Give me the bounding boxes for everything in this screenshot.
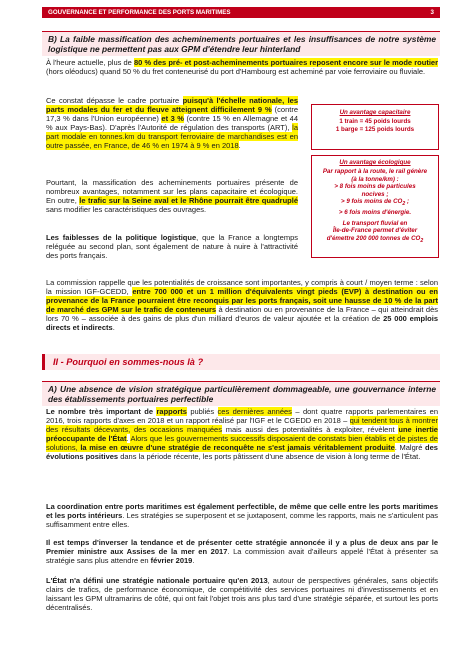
- p1-highlight: 80 % des pré- et post-acheminements portuaires reposent encore sur le mode routier: [133, 58, 438, 67]
- section-b-title: B) La faible massification des acheminements portuaires et les insuffisances de notre système logistique ne permettent pas aux GPM d'étendre leur hinterland: [48, 34, 436, 54]
- p2-text-c: (contre 17,3 % dans l'Union européenne): [46, 105, 298, 124]
- q2-text-b: . Les stratégies se superposent et se juxtaposent, comme les rapports, mais ne s'articulent pas suffisamment entre elles.: [46, 511, 438, 530]
- ecology-line-1: Par rapport à la route, le rail génère: [322, 168, 428, 176]
- p4-text-b: , que la France a longtemps reléguée au second plan, sont également de nature à nuire à l'attractivité des ports français.: [46, 233, 298, 261]
- q1-text-e: – dont quatre rapports parlementaires en 2016, trois rapports d'axes en 2018 et un rapport réalisé par l'IGF et le CGEDD en 2018 –: [46, 407, 438, 426]
- q1-text-i: .: [126, 434, 131, 444]
- q2-bold-a: La coordination entre ports maritimes est également perfectible, de même que celle entre les ports maritimes et les ports intérieurs: [46, 502, 438, 521]
- ecology-co2-sub-2: 2: [420, 238, 424, 245]
- ecology-co2-end: ;: [405, 198, 410, 206]
- p2-highlight-d: et 3 %: [161, 114, 184, 124]
- p2-text-e: (contre 15 % en Allemagne et 44 % aux Pays-Bas). D'après l'Autorité de régulation des transports (ART),: [46, 114, 298, 133]
- q4-text-b: , autour de perspectives générales, sans objectifs clairs de trafics, de performance économique, de compétitivité des services portuaires ni d'investissements et en laissant les GPM ultramarins de côté, qui ont fait l'objet trois ans plus tard d'une stratégie séparée, et surtout les ports décentralisés.: [46, 576, 438, 613]
- ecology-co2-text-2: d'émettre 200 000 tonnes de CO: [326, 234, 421, 242]
- q3-bold-c: février 2019: [150, 556, 193, 566]
- p5-text-e: .: [112, 323, 115, 333]
- p2-text-g: .: [238, 141, 241, 151]
- section-b-box: [42, 31, 440, 56]
- p1-text-c: (hors oléoducs) quand 50 % du fret conteneurisé du port d'Hambourg est acheminé par voie ferroviaire ou fluviale.: [46, 67, 426, 77]
- header-title: GOUVERNANCE ET PERFORMANCE DES PORTS MARITIMES: [48, 9, 231, 16]
- q3-text-d: .: [192, 556, 195, 566]
- ecology-co2-sub: 2: [402, 201, 406, 208]
- q1-text-g: mais aussi des potentialités à exploiter, révèlent: [221, 425, 399, 435]
- capacity-train-line: 1 train = 45 poids lourds: [339, 118, 411, 126]
- paragraph-9: [46, 576, 438, 612]
- paragraph-1: [46, 58, 438, 76]
- paragraph-3: [46, 178, 298, 214]
- p4-bold: Les faiblesses de la politique logistique: [46, 233, 197, 242]
- p2-highlight-b: puisqu'à l'échelle nationale, les parts modales du fer et du fleuve atteignent difficilement 9 %: [46, 96, 298, 115]
- q1-highlight-h: une inertie préoccupante de l'État: [46, 425, 438, 444]
- q3-text-b: . La commission avait d'ailleurs appelé l'État à présenter sa stratégie sans plus attendre en: [46, 547, 438, 566]
- ecology-line-4: nocives ;: [361, 190, 389, 198]
- capacity-advantage-box: [311, 104, 439, 150]
- q1-highlight-d: ces dernières années: [217, 407, 292, 416]
- part-2-title: II - Pourquoi en sommes-nous là ?: [53, 357, 204, 367]
- section-a-title: A) Une absence de vision stratégique particulièrement dommageable, une gouvernance interne des établissements portuaires perfectible: [48, 384, 436, 404]
- ecology-co2-text: > 9 fois moins de CO: [340, 198, 403, 206]
- p2-highlight-f: la part modale en tonnes.km du transport ferroviaire de marchandises est en outre passée, en France, de 46 % en 1974 à 9 % en 2018: [46, 123, 298, 151]
- paragraph-8: [46, 538, 438, 565]
- ecology-line-3: > 8 fois moins de particules: [334, 183, 416, 191]
- ecology-line-6: > 6 fois moins d'énergie.: [338, 208, 412, 216]
- ecology-box-title: Un avantage écologique: [339, 159, 411, 166]
- p5-text-a: La commission rappelle que les potentialités de croissance sont importantes, y compris à court / moyen terme : selon la mission IGF-GCEDD,: [46, 278, 438, 297]
- p5-highlight: entre 700 000 et un 1 million d'équivalents vingt pieds (EVP) à destination ou en provenance de la France pourraient être reconquis par les ports français, soit une hausse de 10 % de la part de marché des GPM sur le trafic de conteneurs: [46, 287, 438, 315]
- paragraph-6: [46, 407, 438, 462]
- ecology-line-2: (à la tonne/km) :: [351, 175, 399, 183]
- q1-bold-m: des évolutions positives: [46, 443, 438, 462]
- part-2-heading: [42, 354, 440, 370]
- page-header: [42, 7, 440, 18]
- ecological-advantage-box: [311, 155, 439, 258]
- p3-text-c: sans modifier les caractéristiques des ouvrages.: [46, 205, 207, 215]
- paragraph-2: [46, 96, 298, 151]
- q1-text-c: publiés: [186, 407, 218, 416]
- paragraph-4: [46, 233, 298, 260]
- q1-highlight-j: Alors que les gouvernements successifs disposaient de constats bien établis et de pistes de solutions,: [46, 434, 438, 453]
- q1-bold-a: Le nombre très important de: [46, 407, 157, 416]
- ecology-line-5: [312, 198, 438, 209]
- q4-bold-a: L'État n'a défini une stratégie nationale portuaire qu'en 2013: [46, 576, 268, 585]
- p5-text-c: à destination ou en provenance de la France – qui atteindrait dès lors 70 % – associée à des gains de plus d'un milliard d'euros de valeur ajoutée et la création de: [46, 305, 438, 324]
- ecology-line-8: Île-de-France permet d'éviter: [332, 227, 418, 235]
- p3-highlight: le trafic sur la Seine aval et le Rhône pourrait être quadruplé: [79, 196, 298, 206]
- ecology-line-9: [312, 235, 438, 246]
- q1-highlight-k: la mise en œuvre d'une stratégie de reconquête ne s'est jamais véritablement produite: [80, 443, 395, 453]
- section-a-box: [42, 381, 440, 406]
- p3-text-a: Pourtant, la massification des acheminements portuaires présente de nombreux avantages, notamment sur les plans capacitaire et écologique. En outre,: [46, 178, 298, 206]
- q1-highlight-b: rapports: [156, 407, 187, 416]
- ecology-line-7: Le transport fluvial en: [342, 220, 408, 228]
- p5-bold-d: 25 000 emplois directs et indirects: [46, 314, 438, 333]
- paragraph-7: [46, 502, 438, 529]
- q1-text-l: . Malgré: [394, 443, 426, 453]
- q1-text-n: dans la période récente, les ports pâtissent d'une absence de vision à long terme de l'État.: [118, 452, 421, 462]
- p2-text-a: Ce constat dépasse le cadre portuaire: [46, 96, 183, 105]
- paragraph-5: [46, 278, 438, 333]
- q1-highlight-f: qui tendent tous à montrer des résultats décevants, des occasions manquées: [46, 416, 438, 435]
- p1-text-a: À l'heure actuelle, plus de: [46, 58, 134, 67]
- capacity-box-title: Un avantage capacitaire: [339, 109, 411, 116]
- page-number: 3: [430, 9, 434, 16]
- q3-bold-a: Il est temps d'inverser la tendance et de présenter cette stratégie annoncée il y a plus de deux ans par le Premier ministre aux Assises de la mer en 2017: [46, 538, 438, 557]
- capacity-barge-line: 1 barge = 125 poids lourds: [335, 125, 415, 133]
